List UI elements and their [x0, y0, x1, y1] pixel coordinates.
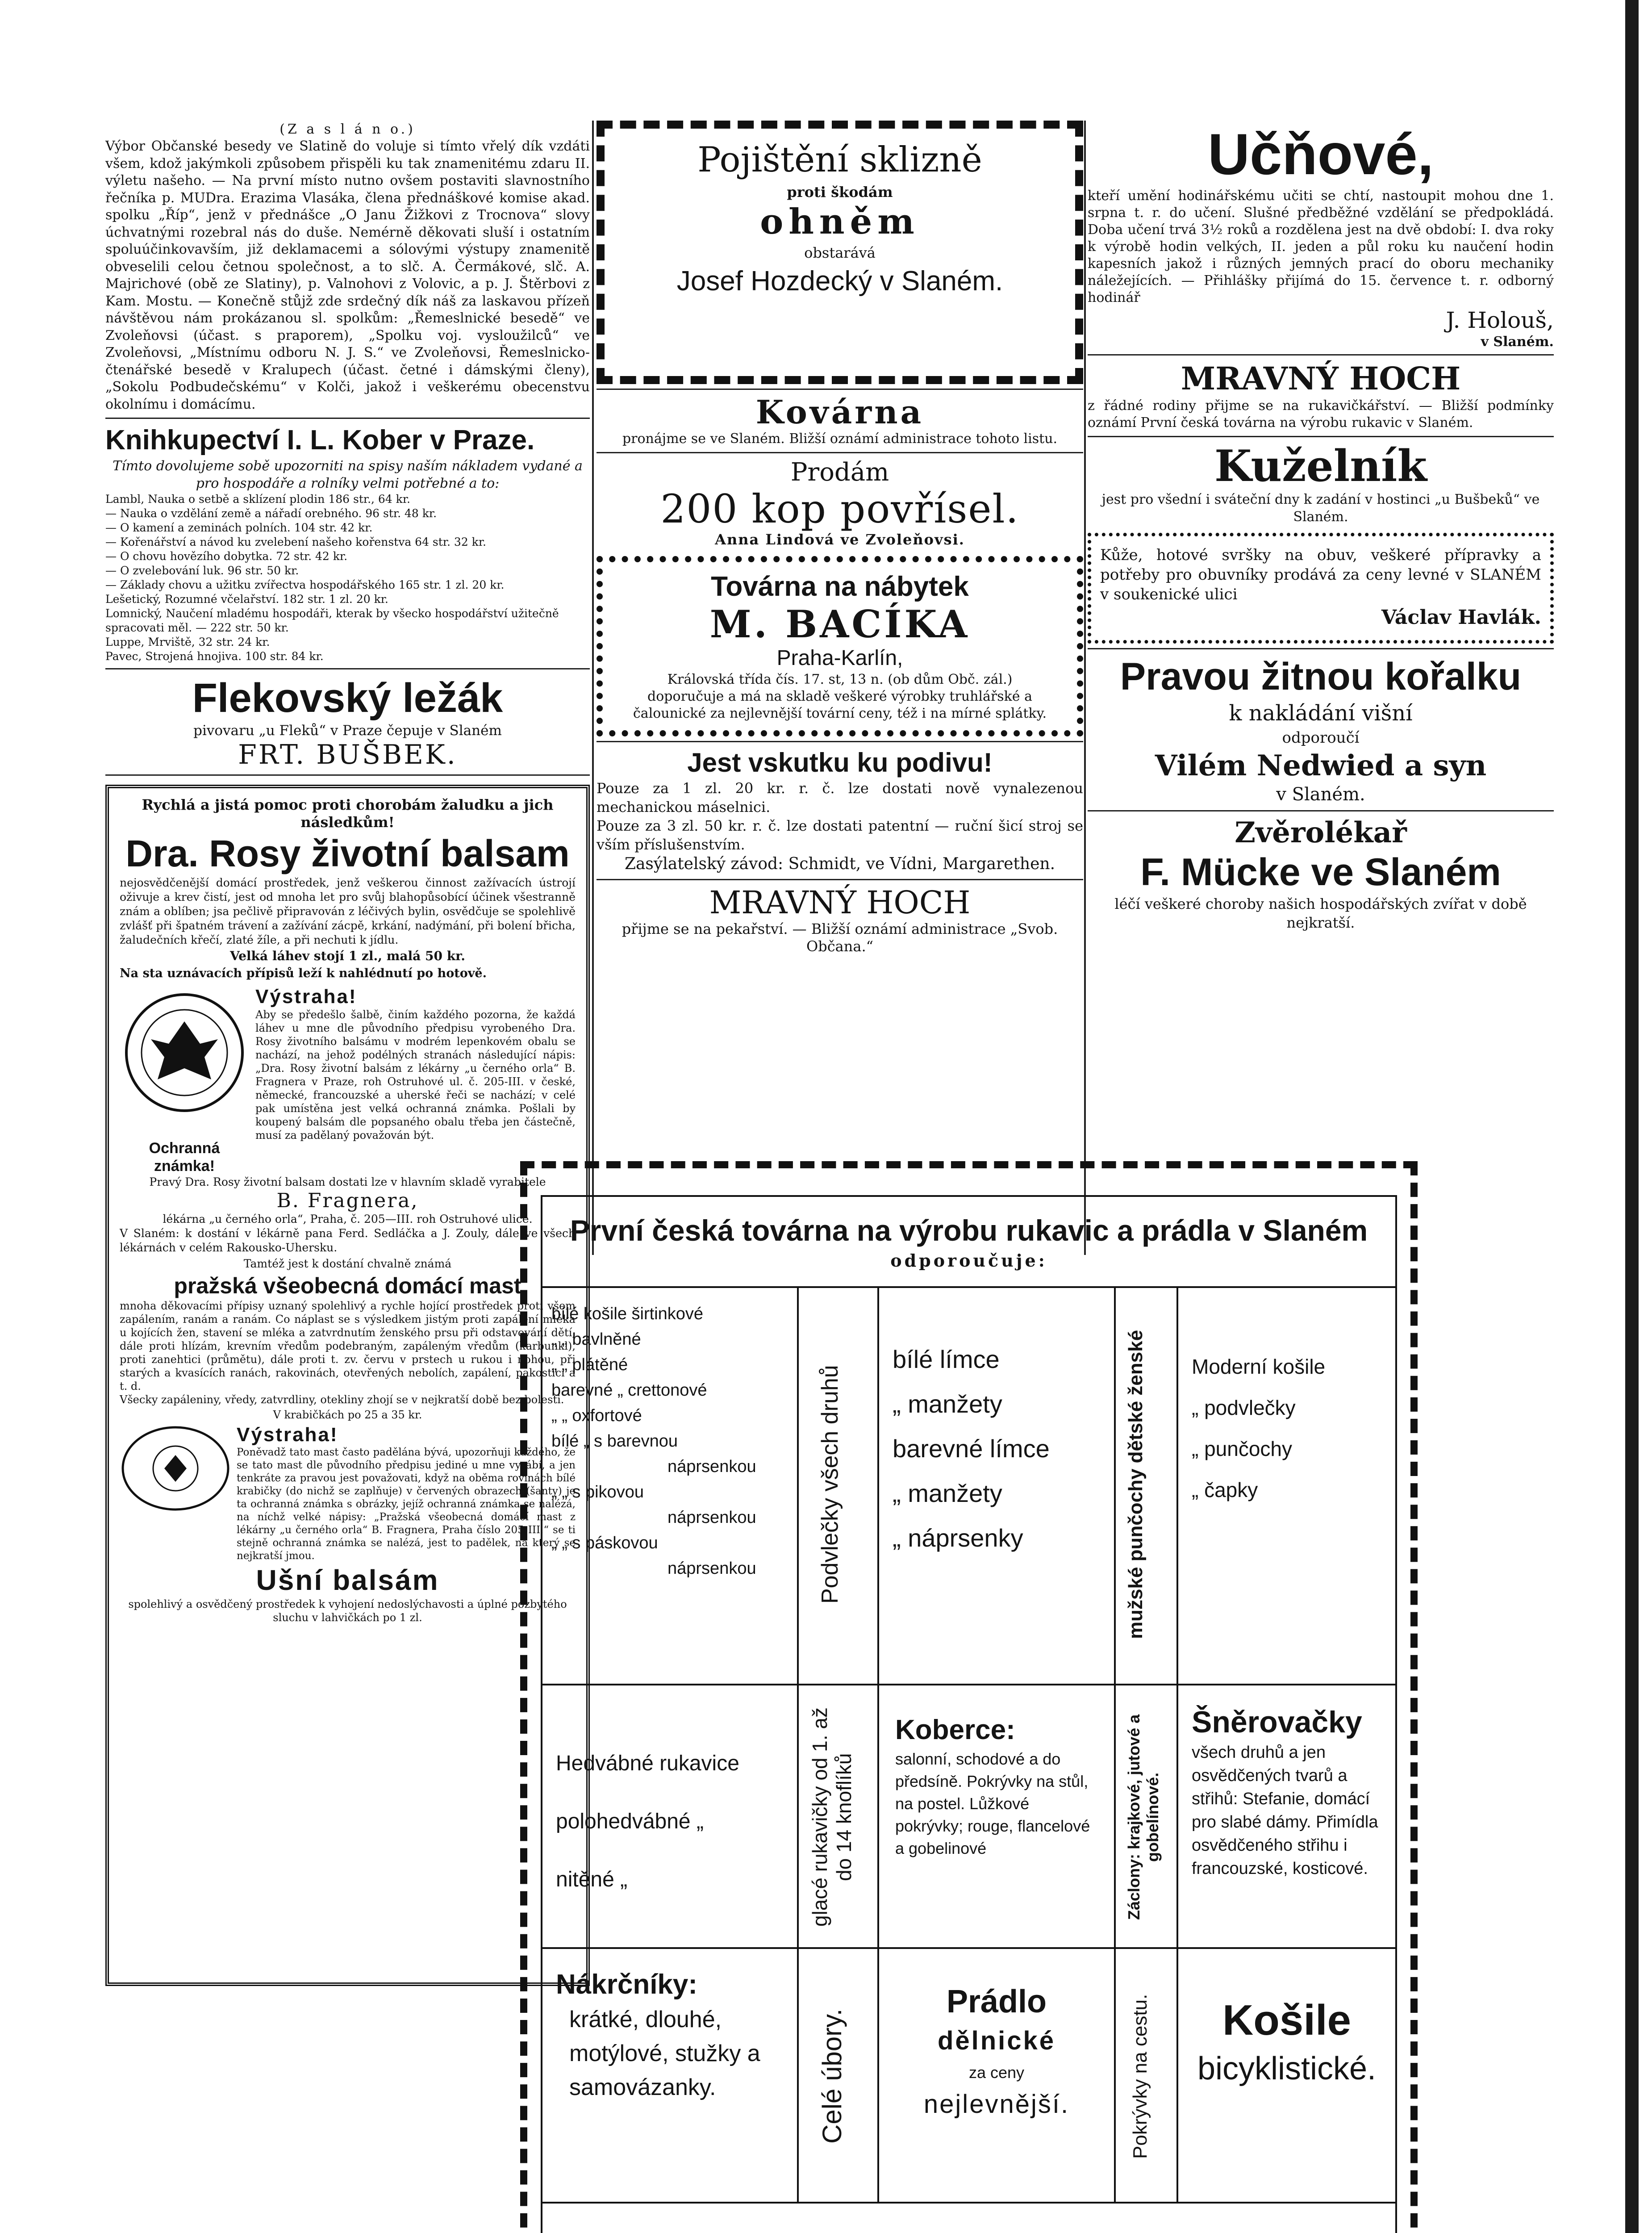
mast-title: pražská všeobecná domácí mast	[174, 1273, 521, 1298]
list-item: „ manžety	[893, 1390, 1002, 1418]
divider	[597, 452, 1083, 453]
row3-vert2: Pokrývky na cestu.	[1129, 1994, 1151, 2159]
list-item: — O kamení a zeminách polních. 104 str. 42 kr.	[105, 521, 373, 534]
pradlo-title: Prádlo	[946, 1984, 1047, 2020]
rosy-warn: Na sta uznávacích přípisů leží k nahlédnutí po hotově.	[120, 966, 487, 980]
koberce-title: Koberce:	[895, 1714, 1015, 1745]
prodam-heading: Prodám	[790, 458, 889, 487]
flek-text: pivovaru „u Fleků“ v Praze čepuje v Slaném	[193, 723, 502, 739]
divider	[1088, 810, 1554, 811]
mravny-hoch-title: MRAVNÝ HOCH	[1181, 360, 1461, 397]
column-1	[105, 121, 590, 1986]
mast-text: mnoha děkovacími přípisy uznaný spolehlivý a rychle hojící prostředek proti všem zapálením, ranám a ranám. Co náplast se s výsledkem jistým proti zapálení mléka u kojících žen, stavení se mléka a zatvrdnutím ženského prsu při odstavování dětí, dále proti hlízám, krevním vředům podebraným, zapáleným vředům (karbunkl), proti zanehtici (průmětu), dále proti t. zv. červu v prstech u rukou i nohou, při starých a kvasících ranách, rakovinách, otevřených nebolích, zapálení, pakostici a t. d.	[120, 1300, 576, 1392]
row1-vert2: mužské punčochy dětské ženské	[1125, 1330, 1147, 1639]
vystraha-2-text: Poněvadž tato mast často padělána bývá, upozorňuji každého, že se tato mast dle původního předpisu jediné u mne vyrábí, a jen tenkráte za pravou jest považovati, když na oběma rovinách bílé krabičky (do nichž se zaplňuje) v červených obrazech (šanty) je ta ochranná známka s obrázky, jejíž ochranná známka se nalézá, na níchž velké nápisy: „Pražská všeobecná domácí mast z lékárny „u černého orla“ B. Fragnera, Praha číslo 205 III.“ se ti stejně ochranná známka se nalézá, jest to padělek, na který se nejkratší jmou.	[237, 1447, 576, 1562]
divider	[597, 879, 1083, 880]
tovarna-address: Královská třída čís. 17. st, 13 n. (ob dům Obč. zál.)	[667, 672, 1013, 687]
pojisteni-title: Pojištění sklizně	[697, 140, 982, 180]
mravny-hoch-text: z řádné rodiny přijme se na rukavičkářství. — Bližší podmínky oznámí První česká továrna na výrobu rukavic v Slaném.	[1088, 398, 1554, 431]
list-item: — Základy chovu a užitku zvířectva hospodářského 165 str. 1 zl. 20 kr.	[105, 578, 505, 591]
divider	[105, 774, 590, 776]
vystraha-1	[120, 986, 576, 1175]
divider	[597, 389, 1083, 390]
pojisteni-ohnem: ohněm	[760, 201, 920, 242]
column-rule-1	[592, 121, 594, 1255]
koralka-sub: k nakládání višní	[1229, 701, 1413, 726]
list-item: „ manžety	[893, 1479, 1002, 1507]
holous-name: J. Holouš,	[1446, 307, 1554, 333]
eagle-trademark-icon	[122, 986, 247, 1137]
zaslano-heading: (Z a s l á n o.)	[280, 121, 416, 137]
fragner-name: B. Fragnera,	[276, 1189, 419, 1212]
row3-pradlo-cell	[877, 1949, 1114, 2204]
list-item: — Kořenářství a návod ku zvelebení našeho kořenstva 64 str. 32 kr.	[105, 535, 486, 548]
rukavice-ad-inner	[541, 1195, 1397, 2233]
kovarna-text: pronájme se ve Slaném. Bližší oznámí administrace tohoto listu.	[622, 431, 1058, 447]
page-edge-bar	[1625, 0, 1639, 2233]
nedwied-city: v Slaném.	[1276, 784, 1365, 805]
tovarna-title: Továrna na nábytek	[711, 571, 969, 602]
row3-left	[556, 1967, 788, 2104]
mast-trademark-icon	[120, 1424, 231, 1513]
list-item: nitěné „	[556, 1868, 628, 1891]
zverolekar-title: Zvěrolékař	[1235, 816, 1407, 849]
list-item: barevné límce	[893, 1434, 1050, 1463]
podiv-text-1: Pouze za 1 zl. 20 kr. r. č. lze dostati nově vynalezenou mechanickou máselnici.	[597, 780, 1083, 815]
pradlo-delnicke: dělnické	[937, 2026, 1056, 2055]
rosy-price: Velká láhev stojí 1 zl., malá 50 kr.	[229, 949, 466, 963]
snerovacky-title: Šněrovačky	[1192, 1705, 1362, 1739]
row1-left	[551, 1301, 784, 1581]
podiv-text-2: Pouze za 3 zl. 50 kr. r. č. lze dostati patentní — ruční šicí stroj se vším příslušenstvím.	[597, 817, 1083, 853]
row1-mid-cell	[877, 1288, 1114, 1685]
rosy-only-text: Pravý Dra. Rosy životní balsam dostati lze v hlavním skladě vyrabitele	[149, 1175, 546, 1188]
list-item: — O zvelebování luk. 96 str. 50 kr.	[105, 564, 299, 577]
list-item: Luppe, Mrviště, 32 str. 24 kr.	[105, 636, 270, 648]
row1-right-cell	[1176, 1288, 1395, 1685]
row1-vert2-cell	[1114, 1288, 1176, 1685]
rosy-tagline: Rychlá a jistá pomoc proti chorobám žaludku a jich následkům!	[142, 796, 554, 831]
row3-vert1: Celé úbory.	[817, 2008, 847, 2144]
mast-price: V krabičkách po 25 a 35 kr.	[273, 1409, 422, 1421]
list-item: bílé košile širtinkové	[551, 1305, 704, 1323]
row3-vert1-cell	[797, 1949, 877, 2204]
kuzelnik-text: jest pro všední i sváteční dny k zadání v hostinci „u Bušbeků“ ve Slaném.	[1101, 492, 1540, 525]
vystraha-1-heading: Výstraha!	[255, 986, 357, 1008]
kosile-bicykl: bicyklistické.	[1197, 2051, 1377, 2087]
row2-koberce-cell	[877, 1685, 1114, 1949]
nedwied-name: Vilém Nedwied a syn	[1155, 749, 1487, 782]
row2-vert2: Záclony: krajkové, jutové a gobelínové.	[1125, 1714, 1162, 1920]
list-item: Moderní košile	[1192, 1355, 1326, 1378]
list-item: náprsenkou	[667, 1457, 756, 1476]
list-item: „ „ plátěné	[551, 1355, 628, 1374]
podiv-title: Jest vskutku ku podivu!	[687, 748, 993, 778]
list-item: „ „ s pikovou	[551, 1483, 644, 1501]
grid-row-1	[542, 1286, 1395, 1685]
koralka-odporuci: odporoučí	[1282, 729, 1360, 747]
list-item: náprsenkou	[667, 1508, 756, 1527]
mravny-hoch-2-title: MRAVNÝ HOCH	[709, 884, 971, 921]
column-2	[597, 121, 1083, 955]
list-item: bílé „ s barevnou	[551, 1432, 678, 1451]
kober-intro: Tímto dovolujeme sobě upozorniti na spisy naším nákladem vydané a pro hospodáře a rolníky velmi potřebné a to:	[113, 458, 583, 491]
row2-vert1: glacé rukavičky od 1. až do 14 knoflíků	[808, 1707, 855, 1927]
kuze-text: Kůže, hotové svršky na obuv, veškeré přípravky a potřeby pro obuvníky prodává za ceny levné v SLANÉM v soukenické ulici	[1100, 546, 1541, 603]
kop-text: 200 kop povřísel.	[660, 486, 1019, 532]
kovarna-title: Kovárna	[755, 393, 924, 431]
pojisteni-obstarava: obstarává	[804, 244, 876, 261]
snerovacky-text: všech druhů a jen osvědčených tvarů a střihů: Stefanie, domácí pro slabé dámy. Přimídla osvědčeného střihu i francouzské, kosticové.	[1192, 1743, 1378, 1878]
vybor-article: Výbor Občanské besedy ve Slatině do voluje si tímto vřelý dík vzdáti všem, kdož jakýmkoli způsobem přispěli ku tak znamenitému zdaru II. výletu našeho. — Na první místo nutno ovšem postaviti slavnostního řečníka p. MUDra. Erazima Vlasáka, člena přednáškové komise akad. spolku „Říp“, jenž v přednášce „O Janu Žižkovi z Trocnova“ slovy úchvatnými rozebral nás do duše. Nemérně děkovati sluší i ostatním spoluúčinkovavším, již deklamacemi a sólovými výstupy znamenitě obveselili celou četnou společnost, a to slč. A. Čermákové, slč. A. Majrichové (obě ze Slatiny), p. Valnohovi z Volovic, a p. J. Štěrbovi z Kam. Mostu. — Konečně stůjž zde srdečný dík náš za laskavou přízeň návštěvou nám prokázanou sl. spolkům: „Řemeslnické besedě“ ve Zvoleňovsi (účast. s praporem), „Spolku voj. vysloužilců“ ve Zvoleňovsi, „Místnímu odboru N. J. S.“ ve Zvoleňovsi, Řemeslnicko-čtenářské besedě v Kralupech (účast. četné i dámskými členy), „Sokolu Podbudečskému“ v Kolči, jakož i veškerému obecenstvu okolnímu i domácímu.	[105, 138, 590, 412]
column-3	[1088, 121, 1554, 932]
grid-row-2	[542, 1684, 1395, 1949]
trademark-area	[120, 986, 249, 1175]
rukavice-ad	[520, 1161, 1418, 2233]
pradlo-zaceny: za ceny	[968, 2063, 1025, 2082]
rukavice-title: První česká továrna na výrobu rukavic a prádla v Slaném	[570, 1214, 1368, 1247]
lindova-name: Anna Lindová ve Zvoleňovsi.	[715, 531, 965, 548]
row1-vert1: Podvlečky všech druhů	[817, 1365, 843, 1604]
list-item: Hedvábné rukavice	[556, 1752, 739, 1775]
slane-text: V Slaném: k dostání v lékárně pana Ferd. Sedláčka a J. Zouly, dále ve všech lékárnách v celém Rakousko-Uhersku.	[120, 1227, 576, 1254]
mucke-name: F. Mücke ve Slaném	[1140, 851, 1501, 894]
ochranna-znamka-label: Ochranná známka!	[149, 1140, 220, 1175]
pradlo-nejlevnejsi: nejlevnější.	[923, 2090, 1070, 2119]
pojisteni-box	[597, 121, 1083, 384]
kober-book-list	[105, 492, 590, 664]
koberce-text: salonní, schodové a do předsíně. Pokrývky na stůl, na postel. Lůžkové pokrývky; rouge, flancelové a gobelinové	[895, 1750, 1090, 1857]
mravny-hoch-2-text: přijme se na pekařství. — Bližší oznámí administrace „Svob. Občana.“	[622, 920, 1058, 955]
kuzelnik-title: Kuželník	[1214, 441, 1427, 491]
havlak-name: Václav Havlák.	[1381, 606, 1541, 629]
column-rule-2	[1084, 121, 1086, 1255]
grid-row-3	[542, 1947, 1395, 2204]
row1-vert1-cell	[797, 1288, 877, 1685]
kosile-title: Košile	[1222, 1996, 1352, 2044]
list-item: Lešetický, Rozumné včelařství. 182 str. 1 zl. 20 kr.	[105, 593, 388, 606]
kuze-ad-box	[1088, 533, 1554, 644]
mast-text-2: Všecky zapáleniny, vředy, zatvrdliny, otekliny zhojí se v nejkratší době bez bolesti.	[120, 1393, 564, 1406]
fragner-address: lékárna „u černého orla“, Praha, č. 205—III. roh Ostruhové ulice.	[163, 1213, 533, 1225]
vystraha-2	[120, 1424, 576, 1563]
rosy-text: nejosvědčenější domácí prostředek, jenž veškerou činnost zažívacích ústrojí oživuje a krev čistí, jest od mnoha let pro svůj blahopůsobící účinek všestranně znám a oblíben; jsa pečlivě připravován z léčivých bylin, osvědčuje se spolehlivě zvlášť při špatném trávení a zažívání zácpě, krkání, nadýmání, při bolení břicha, žaludečních křečí, zlaté žíle, a při nechuti k jídlu.	[120, 876, 576, 946]
usni-text: spolehlivý a osvědčený prostředek k vyhojení nedoslýchavosti a úplné pozbytého sluchu v lahvičkách po 1 zl.	[128, 1598, 567, 1624]
tovarna-text: doporučuje a má na skladě veškeré výrobky truhlářské a čalounické za nejlevnější tovární ceny, též i na mírné splátky.	[633, 689, 1047, 721]
holous-city: v Slaném.	[1481, 334, 1554, 350]
rukavice-doporucuje: odporoučuje:	[890, 1250, 1047, 1271]
rosy-title: Dra. Rosy životní balsam	[125, 832, 570, 874]
divider	[597, 741, 1083, 742]
divider	[1088, 648, 1554, 649]
list-item: „ „ oxfortové	[551, 1406, 642, 1425]
list-item: Pavec, Strojená hnojiva. 100 str. 84 kr.	[105, 650, 324, 663]
vystraha-2-heading: Výstraha!	[237, 1424, 338, 1446]
list-item: „ náprsenky	[893, 1524, 1023, 1552]
row2-snerovacky-cell	[1176, 1685, 1395, 1949]
list-item: Lomnický, Naučení mladému hospodáři, kterak by všecko hospodářství užitečně spracovati měl. — 222 str. 50 kr.	[105, 607, 559, 634]
usni-title: Ušní balsám	[256, 1564, 439, 1596]
grid-row-bottom	[542, 2202, 1395, 2233]
bacika-name: M. BACÍKA	[709, 602, 970, 646]
divider	[1088, 354, 1554, 355]
podiv-text-3: Zasýlatelský závod: Schmidt, ve Vídni, Margarethen.	[624, 855, 1055, 873]
list-item: barevné „ crettonové	[551, 1381, 707, 1400]
pojisteni-proti: proti škodám	[787, 184, 893, 201]
list-item: „ čapky	[1192, 1478, 1258, 1501]
tovarna-city: Praha-Karlín,	[776, 646, 903, 670]
row2-left	[556, 1735, 788, 1909]
rukavice-bottom-line	[542, 2230, 1395, 2233]
tovarna-box	[597, 556, 1083, 736]
row3-kosile-cell	[1176, 1949, 1395, 2204]
flek-name: FRT. BUŠBEK.	[238, 739, 457, 770]
row2-vert1-cell	[797, 1685, 877, 1949]
list-item: — O chovu hovězího dobytka. 72 str. 42 kr.	[105, 550, 348, 563]
kober-title: Knihkupectví I. L. Kober v Praze.	[105, 425, 535, 456]
row2-vert2-cell	[1114, 1685, 1176, 1949]
list-item: Lambl, Nauka o setbě a sklízení plodin 186 str., 64 kr.	[105, 493, 410, 506]
list-item: „ „ bavlněné	[551, 1330, 641, 1349]
list-item: — Nauka o vzdělání země a nářadí orebného. 96 str. 48 kr.	[105, 507, 437, 520]
mucke-text: léčí veškeré choroby našich hospodářských zvířat v době nejkratší.	[1114, 895, 1527, 931]
list-item: „ „ s páskovou	[551, 1534, 658, 1552]
list-item: „ punčochy	[1192, 1437, 1293, 1460]
row3-vert2-cell	[1114, 1949, 1176, 2204]
nakrcniky-title: Nákrčníky:	[556, 1969, 698, 2000]
mast-intro: Tamtéž jest k dostání chvalně známá	[243, 1257, 452, 1270]
divider	[105, 668, 590, 669]
list-item: „ podvlečky	[1192, 1396, 1296, 1419]
divider	[1088, 436, 1554, 437]
rosy-ad-box	[105, 785, 590, 1986]
pojisteni-name: Josef Hozdecký v Slaném.	[676, 266, 1003, 297]
koralka-title: Pravou žitnou kořalku	[1120, 655, 1522, 698]
flek-title: Flekovský ležák	[192, 675, 503, 721]
divider	[105, 418, 590, 419]
list-item: bílé límce	[893, 1345, 1000, 1373]
vystraha-1-text: Aby se předešlo šalbě, činím každého pozorna, že každá láhev u mne dle původního předpisu vyrobeného Dra. Rosy životního balsámu v modrém lepenkovém obalu se nachází, na jehož podélných stranách následující nápis: „Dra. Rosy životní balsám z lékárny „u černého orla“ B. Fragnera v Praze, roh Ostruhové ul. č. 205-III. v české, německé, francouzské a uherské řeči se nachází; v celé pak umístěna jest velká ochranná známka. Pošlali by koupený balsám dle popsaného obalu třeba jen částečně, musí za padělaný považován být.	[255, 1008, 576, 1142]
ucnove-title: Učňové,	[1208, 121, 1434, 187]
list-item: polohedvábné „	[556, 1810, 704, 1833]
ucnove-text: kteří umění hodinářskému učiti se chtí, nastoupit mohou dne 1. srpna t. r. do učení. Slušné předběžné vzdělání se předpokládá. Doba učení trvá 3½ roků a rozdělena jest na dvě období: I. dva roky k výrobě hodin velkých, II. jeden a půl roku ku naučení hodin kapesních jakož i různých jemných prací do oboru mechaniky náležejících. — Přihlášky přijímá do 15. července t. r. odborný hodinář	[1088, 188, 1554, 305]
list-item: náprsenkou	[667, 1559, 756, 1578]
nakrcniky-text: krátké, dlouhé, motýlové, stužky a samovázanky.	[569, 2007, 760, 2100]
